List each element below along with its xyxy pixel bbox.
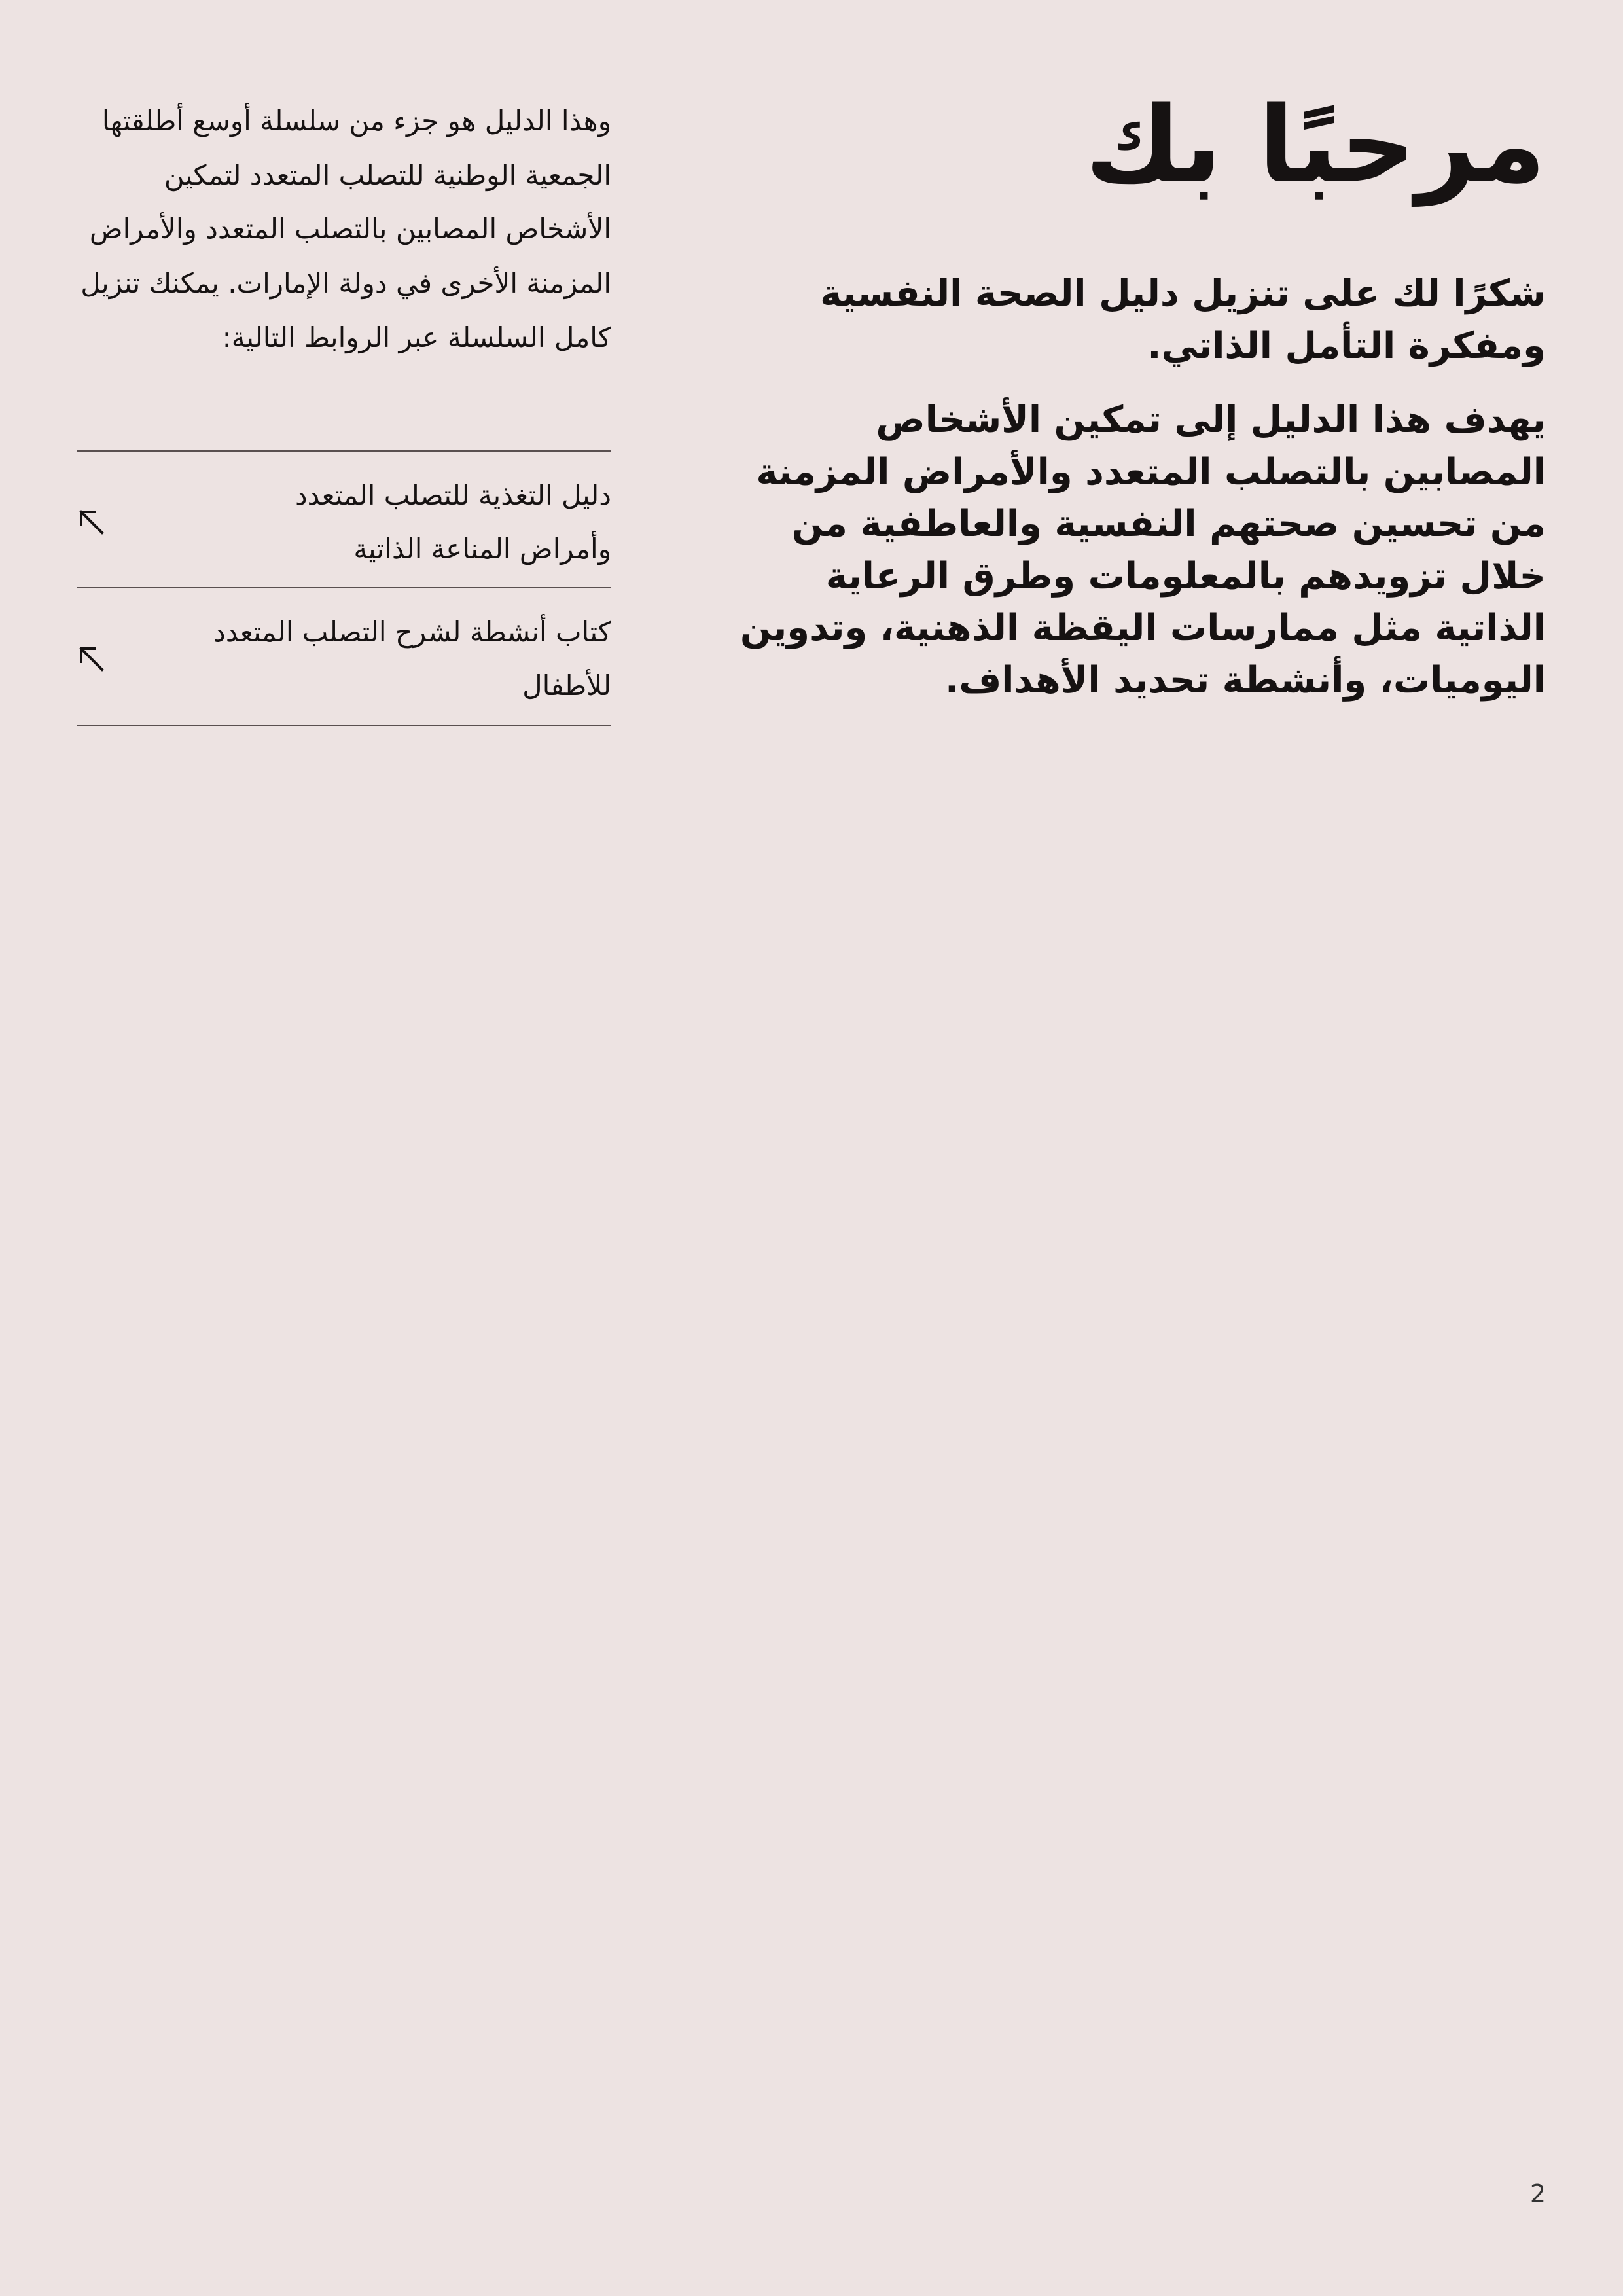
arrow-up-left-icon	[77, 645, 106, 673]
arrow-up-left-icon	[77, 508, 106, 537]
link-label: كتاب أنشطة لشرح التصلب المتعدد للأطفال	[213, 616, 611, 702]
link-kids-activity-book[interactable]	[77, 588, 611, 726]
main-column	[713, 85, 1546, 706]
series-paragraph: وهذا الدليل هو جزء من سلسلة أوسع أطلقتها الجمعية الوطنية للتصلب المتعدد لتمكين الأشخاص المصابين بالتصلب المتعدد والأمراض المزمنة الأخرى في دولة الإمارات. يمكنك تنزيل كامل السلسلة عبر الروابط التالية:	[80, 105, 611, 353]
description-paragraph: يهدف هذا الدليل إلى تمكين الأشخاص المصابين بالتصلب المتعدد والأمراض المزمنة من تحسين صحتهم النفسية والعاطفية من خلال تزويدهم بالمعلومات وطرق الرعاية الذاتية مثل ممارسات اليقظة الذهنية، وتدوين اليوميات، وأنشطة تحديد الأهداف.	[740, 399, 1546, 702]
link-nutrition-guide[interactable]	[77, 452, 611, 589]
side-column	[77, 94, 611, 726]
intro-paragraph: شكرًا لك على تنزيل دليل الصحة النفسية ومفكرة التأمل الذاتي.	[820, 272, 1546, 367]
link-label: دليل التغذية للتصلب المتعدد وأمراض المناعة الذاتية	[294, 478, 611, 565]
links-list	[77, 450, 611, 726]
page-title: مرحبًا بك	[1084, 84, 1546, 206]
page-number: 2	[1529, 2179, 1546, 2208]
